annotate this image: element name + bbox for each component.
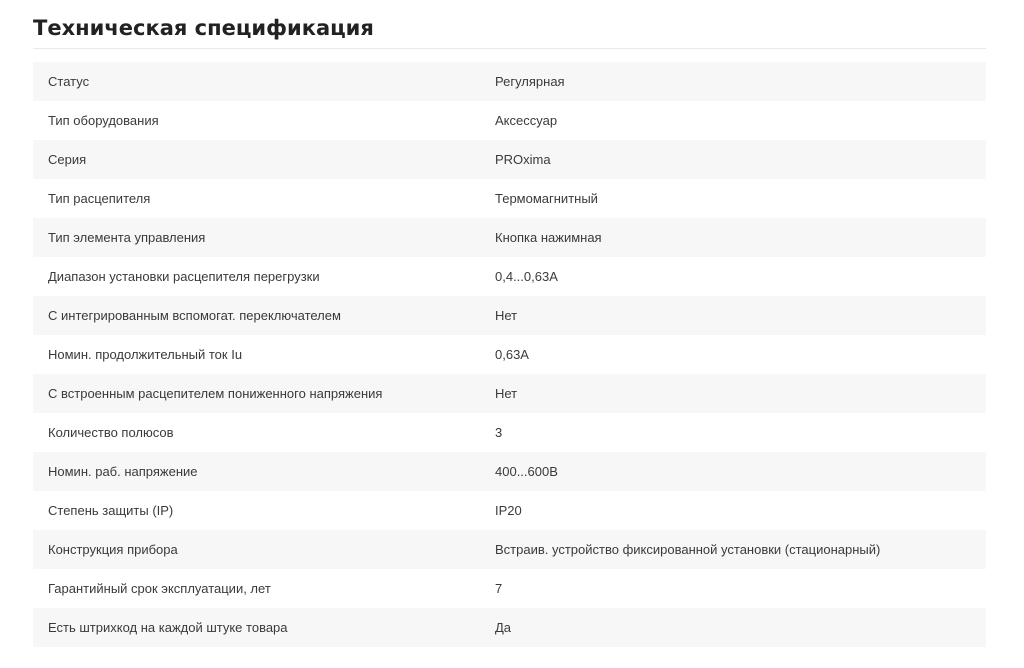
spec-label: Количество полюсов xyxy=(48,425,174,440)
spec-label: Серия xyxy=(48,152,87,167)
spec-row xyxy=(33,101,986,140)
spec-value: IP20 xyxy=(495,503,522,518)
spec-section xyxy=(33,14,986,647)
spec-label: Диапазон установки расцепителя перегрузки xyxy=(48,269,320,284)
spec-label: Гарантийный срок эксплуатации, лет xyxy=(48,581,271,596)
spec-label: Номин. продолжительный ток Iu xyxy=(48,347,243,362)
spec-row xyxy=(33,452,986,491)
spec-row xyxy=(33,491,986,530)
spec-label: С интегрированным вспомогат. переключателем xyxy=(48,308,341,323)
spec-row xyxy=(33,218,986,257)
spec-value: 0,63А xyxy=(495,347,529,362)
spec-row xyxy=(33,413,986,452)
spec-row xyxy=(33,569,986,608)
spec-value: Встраив. устройство фиксированной установки (стационарный) xyxy=(495,542,881,557)
spec-row xyxy=(33,257,986,296)
spec-label: Степень защиты (IP) xyxy=(48,503,174,518)
spec-value: Да xyxy=(495,620,512,635)
spec-value: Термомагнитный xyxy=(495,191,598,206)
spec-value: Регулярная xyxy=(495,74,565,89)
spec-label: С встроенным расцепителем пониженного напряжения xyxy=(48,386,383,401)
spec-label: Есть штрихкод на каждой штуке товара xyxy=(48,620,288,635)
spec-label: Конструкция прибора xyxy=(48,542,178,557)
spec-row xyxy=(33,179,986,218)
spec-table xyxy=(33,62,986,647)
spec-row xyxy=(33,62,986,101)
spec-row xyxy=(33,608,986,647)
spec-label: Номин. раб. напряжение xyxy=(48,464,198,479)
spec-value: Нет xyxy=(495,386,518,401)
page-title: Техническая спецификация xyxy=(33,14,986,49)
spec-value: 7 xyxy=(495,581,503,596)
spec-label: Тип оборудования xyxy=(48,113,159,128)
spec-row xyxy=(33,374,986,413)
spec-value: Кнопка нажимная xyxy=(495,230,602,245)
spec-value: 400...600В xyxy=(495,464,558,479)
spec-value: PROxima xyxy=(495,152,551,167)
spec-row xyxy=(33,296,986,335)
spec-label: Статус xyxy=(48,74,90,89)
spec-value: 3 xyxy=(495,425,503,440)
spec-value: 0,4...0,63А xyxy=(495,269,558,284)
spec-value: Нет xyxy=(495,308,518,323)
spec-row xyxy=(33,335,986,374)
spec-row xyxy=(33,140,986,179)
spec-label: Тип элемента управления xyxy=(48,230,206,245)
spec-row xyxy=(33,530,986,569)
spec-value: Аксессуар xyxy=(495,113,558,128)
spec-label: Тип расцепителя xyxy=(48,191,151,206)
